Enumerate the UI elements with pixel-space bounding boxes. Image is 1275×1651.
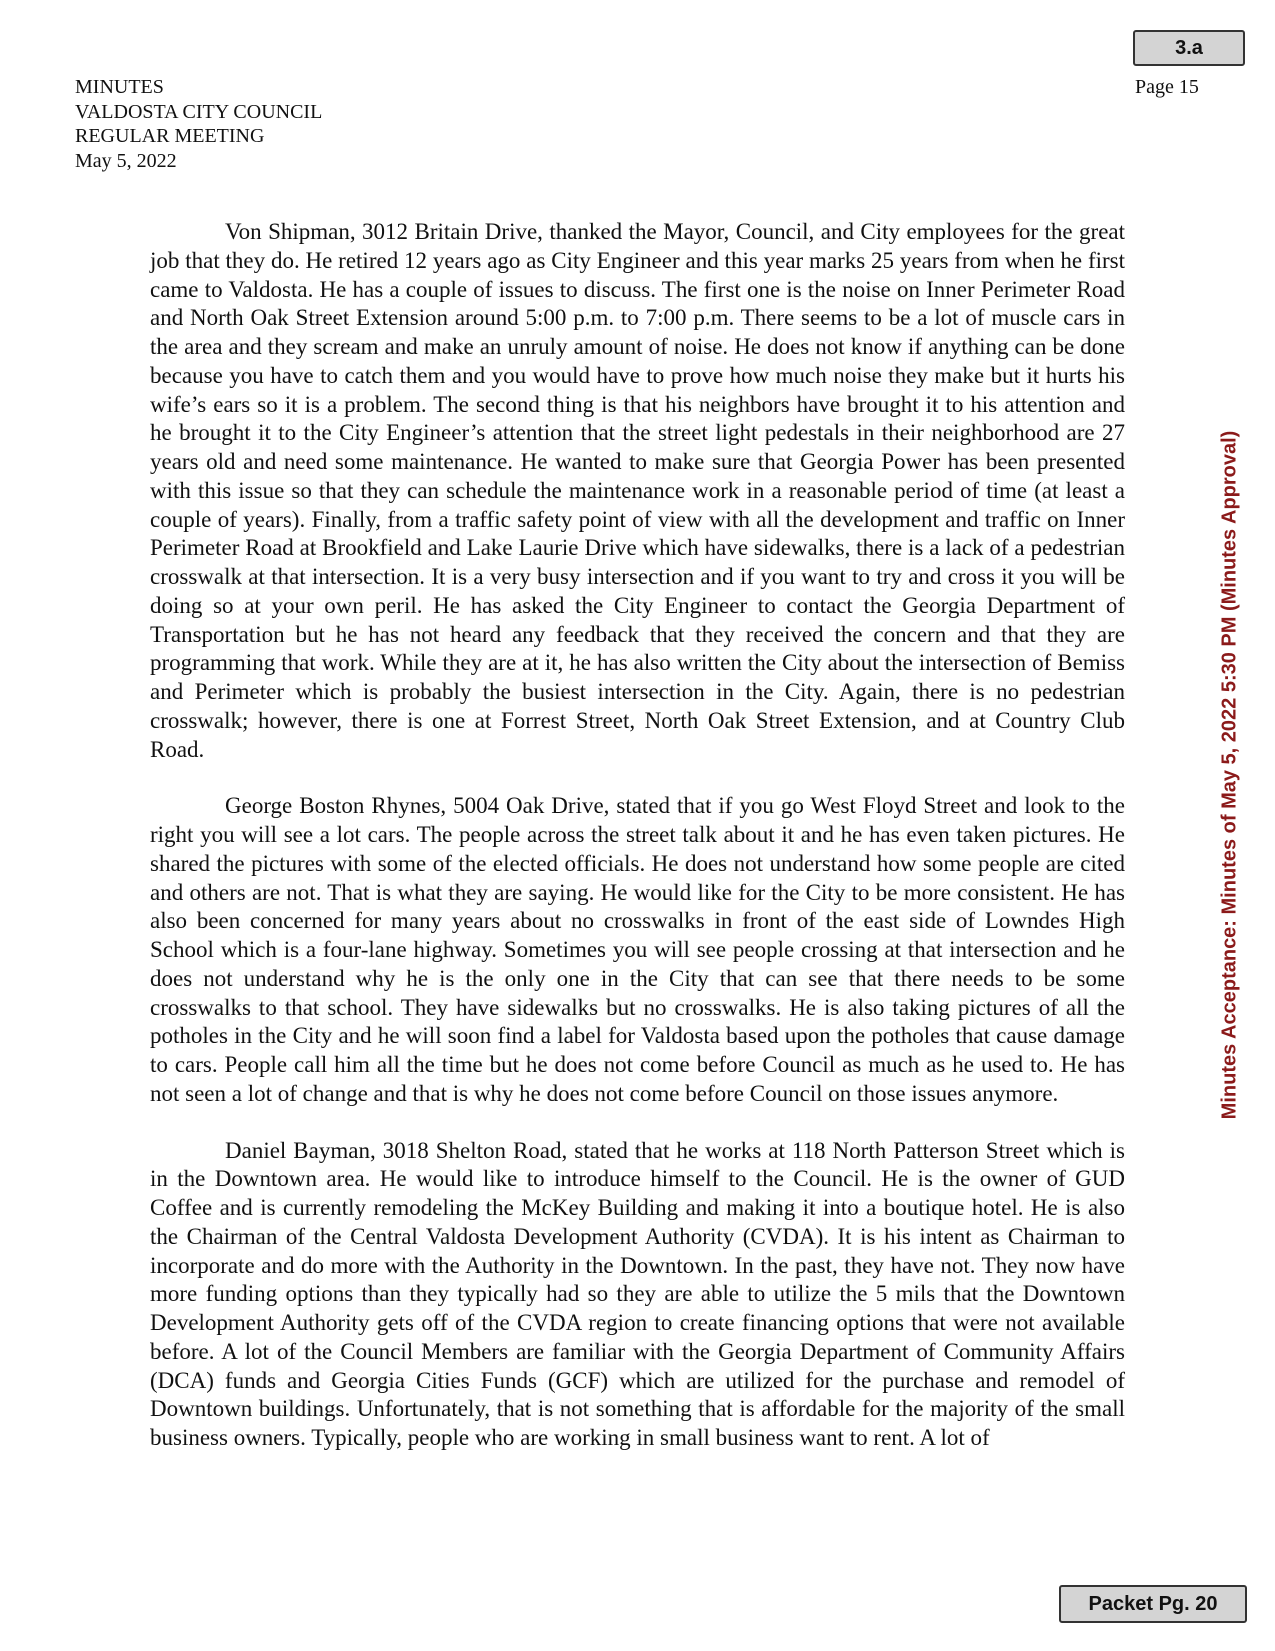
header-meeting-date: May 5, 2022 (75, 149, 177, 172)
packet-page-tag: Packet Pg. 20 (1059, 1585, 1247, 1623)
paragraph-daniel-bayman: Daniel Bayman, 3018 Shelton Road, stated that he works at 118 North Patterson Street which is in the Downtown area. He would like to introduce himself to the Council. He is the owner of GUD Coffee and is currently remodeling the McKey Building and making it into a boutique hotel. He is also the Chairman of the Central Valdosta Development Authority (CVDA). It is his intent as Chairman to incorporate and do more with the Authority in the Downtown. In the past, they have not. They now have more funding options than they typically had so they are able to utilize the 5 mils that the Downtown Development Authority gets off of the CVDA region to create financing options that were not available before. A lot of the Council Members are familiar with the Georgia Department of Community Affairs (DCA) funds and Georgia Cities Funds (GCF) which are utilized for the purchase and remodel of Downtown buildings. Unfortunately, that is not something that is affordable for the majority of the small business owners. Typically, people who are working in small business want to rent. A lot of (150, 1137, 1125, 1450)
document-header (75, 75, 322, 173)
agenda-item-tag: 3.a (1133, 30, 1245, 66)
minutes-body (150, 218, 1125, 1481)
paragraph-george-boston-rhynes: George Boston Rhynes, 5004 Oak Drive, stated that if you go West Floyd Street and look to the right you will see a lot cars. The people across the street talk about it and he has even taken pictures. He shared the pictures with some of the elected officials. He does not understand how some people are cited and others are not. That is what they are saying. He would like for the City to be more consistent. He has also been concerned for many years about no crosswalks in front of the east side of Lowndes High School which is a four-lane highway. Sometimes you will see people crossing at that intersection and he does not understand why he is the only one in the City that can see that there needs to be some crosswalks to that school. They have sidewalks but no crosswalks. He is also taking pictures of all the potholes in the City and he will soon find a label for Valdosta based upon the potholes that cause damage to cars. People call him all the time but he does not come before Council as much as he used to. He has not seen a lot of change and that is why he does not come before Council on those issues anymore. (150, 793, 1125, 1106)
paragraph-von-shipman: Von Shipman, 3012 Britain Drive, thanked the Mayor, Council, and City employees for the great job that they do. He retired 12 years ago as City Engineer and this year marks 25 years from when he first came to Valdosta. He has a couple of issues to discuss. The first one is the noise on Inner Perimeter Road and North Oak Street Extension around 5:00 p.m. to 7:00 p.m. There seems to be a lot of muscle cars in the area and they scream and make an unruly amount of noise. He does not know if anything can be done because you have to catch them and you would have to prove how much noise they make but it hurts his wife’s ears so it is a problem. The second thing is that his neighbors have brought it to his attention and he brought it to the City Engineer’s attention that the street light pedestals in their neighborhood are 27 years old and need some maintenance. He wanted to make sure that Georgia Power has been presented with this issue so that they can schedule the maintenance work in a reasonable period of time (at least a couple of years). Finally, from a traffic safety point of view with all the development and traffic on Inner Perimeter Road at Brookfield and Lake Laurie Drive which have sidewalks, there is a lack of a pedestrian crosswalk at that intersection. It is a very busy intersection and if you want to try and cross it you will be doing so at your own peril. He has asked the City Engineer to contact the Georgia Department of Transportation but he has not heard any feedback that they received the concern and that they are programming that work. While they are at it, he has also written the City about the intersection of Bemiss and Perimeter which is probably the busiest intersection in the City. Again, there is no pedestrian crosswalk; however, there is one at Forrest Street, North Oak Street Extension, and at Country Club Road. (150, 219, 1125, 762)
header-meeting-type: REGULAR MEETING (75, 125, 265, 147)
page-number: Page 15 (1135, 76, 1199, 98)
header-title: MINUTES (75, 76, 164, 98)
minutes-acceptance-stamp-text: Minutes Acceptance: Minutes of May 5, 2022 5:30 PM (Minutes Approval) (1218, 430, 1241, 1120)
header-council-name: VALDOSTA CITY COUNCIL (75, 100, 323, 123)
